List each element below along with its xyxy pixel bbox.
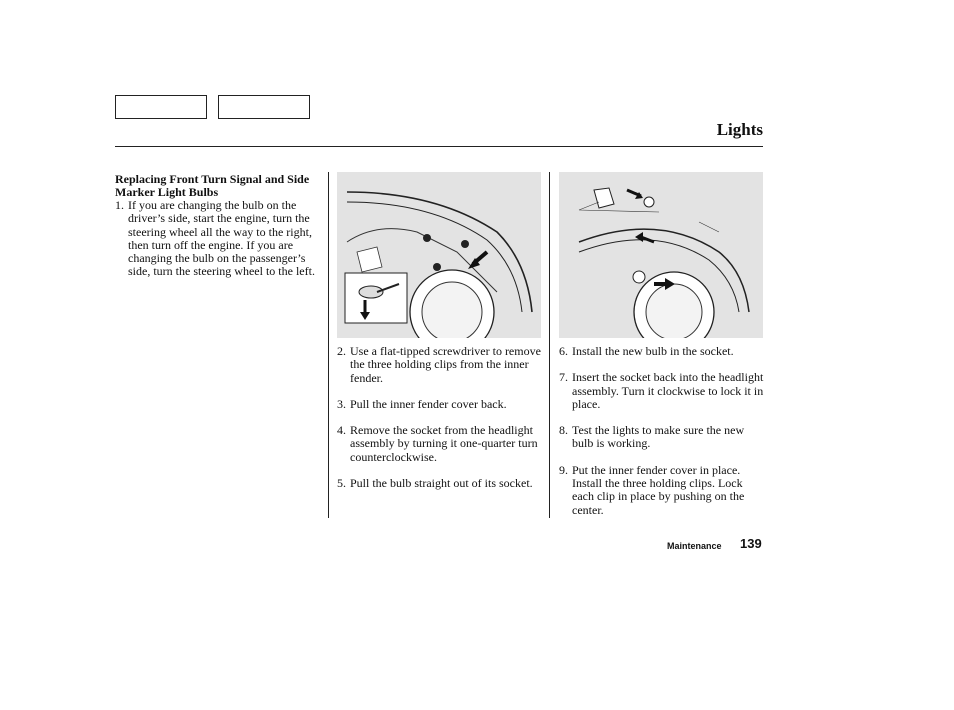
step-text: Remove the socket from the headlight assembly by turning it one-quarter turn counterclockwise. — [350, 423, 538, 464]
steps-column-3 — [559, 345, 767, 517]
step-number: 9. — [559, 462, 568, 477]
step-text: Install the new bulb in the socket. — [572, 344, 734, 358]
section-heading: Replacing Front Turn Signal and Side Marker Light Bulbs — [115, 172, 310, 199]
nav-button-main-menu[interactable] — [115, 95, 207, 119]
page-title: Lights — [716, 120, 763, 139]
step-2 — [337, 345, 547, 385]
step-text: Pull the inner fender cover back. — [350, 396, 507, 411]
fender-clip-removal-drawing — [337, 172, 541, 338]
page-number: 139 — [740, 536, 762, 551]
step-3 — [337, 398, 547, 411]
step-8 — [559, 424, 767, 451]
step-text: Insert the socket back into the headlight assembly. Turn it clockwise to lock it in place. — [572, 370, 764, 411]
step-7 — [559, 371, 767, 411]
step-9 — [559, 464, 767, 517]
step-number: 3. — [337, 396, 346, 411]
socket-removal-drawing — [559, 172, 763, 338]
step-number: 2. — [337, 344, 346, 358]
step-text: Put the inner fender cover in place. Install the three holding clips. Lock each clip in place by pushing on the center. — [572, 462, 745, 517]
steps-column-2 — [337, 345, 547, 490]
illustration-remove-clips — [337, 172, 541, 338]
step-number: 7. — [559, 370, 568, 385]
step-5 — [337, 477, 547, 490]
step-text: Use a flat-tipped screwdriver to remove the three holding clips from the inner fender. — [350, 344, 541, 385]
step-number: 4. — [337, 423, 346, 438]
illustration-remove-socket — [559, 172, 763, 338]
step-text: If you are changing the bulb on the driver’s side, start the engine, turn the steering wheel all the way to the right, then turn off the engine. If you are changing the bulb on the passenger’s side, turn the steering wheel to the left. — [128, 198, 315, 279]
step-4 — [337, 424, 547, 464]
step-number: 1. — [115, 198, 124, 212]
step-number: 6. — [559, 344, 568, 358]
title-divider — [115, 146, 763, 147]
step-number: 5. — [337, 476, 346, 491]
step-1 — [115, 199, 320, 279]
step-6 — [559, 345, 767, 358]
step-text: Test the lights to make sure the new bulb is working. — [572, 423, 745, 451]
column-divider — [328, 172, 329, 518]
steps-column-1 — [115, 199, 320, 279]
footer-section-label: Maintenance — [667, 541, 722, 551]
column-divider — [549, 172, 550, 518]
step-number: 8. — [559, 423, 568, 438]
step-text: Pull the bulb straight out of its socket. — [350, 476, 533, 491]
nav-button-table-of-contents[interactable] — [218, 95, 310, 119]
